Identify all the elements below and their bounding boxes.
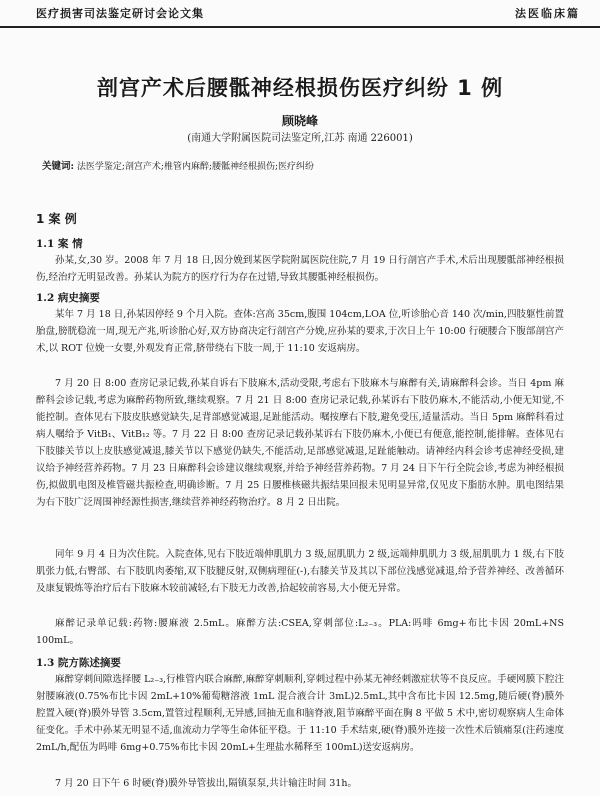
keywords-text: 法医学鉴定;剖宫产术;椎管内麻醉;腰骶神经根损伤;医疗纠纷 [76,162,315,172]
running-header [0,0,600,28]
section-name: 法医临床篇 [515,7,580,20]
paragraph-hospital-statement-1: 麻醉穿刺间隙选择腰 L₂₋₃,行椎管内联合麻醉,麻醉穿刺顺利,穿刺过程中孙某无神经刺激症状等不良反应。手硬网膜下腔注射腰麻液(0.75%布比卡因 2mL+10%葡萄糖溶液 1mL 混合液合计 3mL)2.5mL,其中含布比卡因 12.5mg,随后硬(脊)膜外腔置入硬(脊)膜外导管 3.5cm,置管过程顺利,无异感,回抽无血和脑脊液,阻节麻醉平面在胸 8 平做 5 术中,密切观察病人生命体征变化。手术中孙某无明显不适,血流动力学等生命体征平稳。于 11:10 手术结束,硬(脊)膜外连接一次性术后镇痛泵(注药速度 2mL/h,配伍为吗啡 6mg+0.75%布比卡因 20mL+生理盐水稀释至 100mL)送安返病房。 [36,674,564,753]
affiliation: (南通大学附属医院司法鉴定所,江苏 南通 226001) [187,133,413,144]
paragraph-anesthesia-record: 麻醉记录单记载:药物:腰麻液 2.5mL。麻醉方法:CSEA,穿刺部位:L₂₋₃。PLA:吗啡 6mg+布比卡因 20mL+NS 100mL。 [36,618,564,646]
keywords [42,158,572,172]
paragraph-case-info: 孙某,女,30 岁。2008 年 7 月 18 日,因分娩到某医学院附属医院住院,7 月 19 日行剖宫产手术,术后出现腰骶部神经根损伤,经治疗无明显改善。孙某认为院方的医疗行为存在过错,导致其腰骶神经根损伤。 [36,255,564,283]
paragraph-history-1: 某年 7 月 18 日,孙某因停经 9 个月入院。查体:宫高 35cm,腹围 104cm,LOA 位,听诊胎心音 140 次/min,四肢躯性前置胎盘,膀胱稳流一周,现无产兆,听诊胎心好,双方协商决定行剖宫产分娩,应孙某的要求,于次日上午 10:00 行硬腰合下腹部剖宫产术,以 ROT 位娩一女婴,外观发育正常,脐带绕右下肢一周,于 11:10 安返病房。 [36,309,564,354]
subheading-case-info: 1.1 案 情 [36,238,83,250]
keywords-label: 关键词: [42,161,75,172]
paragraph-history-2: 7 月 20 日 8:00 查房记录记载,孙某自诉右下肢麻木,活动受限,考虑右下肢麻木与麻醉有关,请麻醉科会诊。当日 4pm 麻醉科会诊记载,考虑为麻醉药物所致,继续观察。7 月 21 日 8:00 查房记录记载,孙某诉右下肢仍麻木,不能活动,小便无知觉,不能控制。查体见右下肢皮肤感觉缺失,足背部感觉减退,足趾能活动。嘱按摩右下肢,避免受压,适量活动。当日 5pm 麻醉科看过病人嘱给予 VitB₁、VitB₁₂ 等。7 月 22 日 8:00 查房记录记载孙某诉右下肢仍麻木,小便已有便意,能控制,能排解。查体见右下肢膝关节以上皮肤感觉减退,膝关节以下感觉仍缺失,不能活动,足部感觉减退,足趾能触动。请神经内科会诊考虑神经受损,建议给予神经营养药物。7 月 23 日麻醉科会诊建议继续观察,并给予神经营养药物。7 月 24 日下午行全院会诊,考虑为神经根损伤,拟做肌电图及椎管磁共振检查,明确诊断。7 月 25 日腰椎核磁共振结果回报未见明显异常,仅见皮下脂肪水肿。肌电图结果为右下肢广泛周围神经源性损害,继续营养神经药物治疗。8 月 2 日出院。 [36,378,564,508]
subheading-history: 1.2 病史摘要 [36,292,100,304]
section-heading-case: 1 案 例 [36,212,77,226]
paper-title: 剖宫产术后腰骶神经根损伤医疗纠纷 1 例 [96,76,504,100]
journal-name: 医疗损害司法鉴定研讨会论文集 [36,7,204,20]
author: 顾晓峰 [281,114,318,128]
subheading-hospital-statement: 1.3 院方陈述摘要 [36,657,121,669]
paragraph-hospital-statement-2: 7 月 20 日下午 6 时硬(脊)膜外导管拔出,隔镇泵泵,共计输注时间 31h。 [55,778,357,789]
paragraph-history-3: 同年 9 月 4 日为次住院。入院查体,见右下肢近端伸肌肌力 3 级,屈肌肌力 2 级,远端伸肌肌力 3 级,屈肌肌力 1 级,右下肢肌张力低,右臀部、右下肢肌肉萎缩,双下肢腱反射,双侧病理征(-),右膝关节及其以下部位浅感觉减退,给予营养神经、改善循环及康复锻炼等治疗后右下肢麻木较前减轻,右下肢无力改善,拾起较前容易,大小便无异常。 [36,549,564,594]
